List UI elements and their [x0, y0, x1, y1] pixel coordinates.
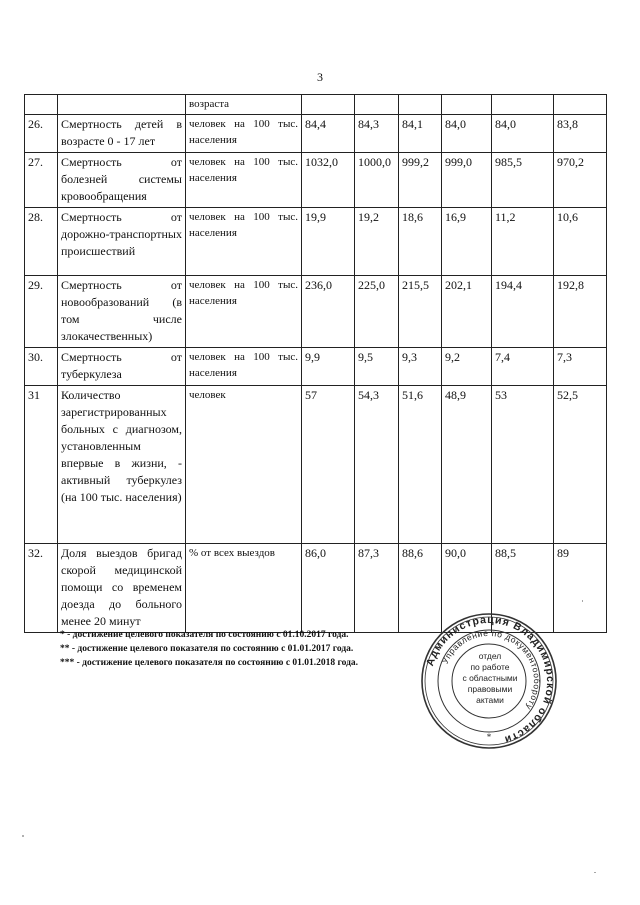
cell-value: 88,6 — [399, 544, 442, 633]
table-row-continued — [25, 95, 607, 115]
cell-value: 87,3 — [355, 544, 399, 633]
cell-value: 215,5 — [399, 276, 442, 348]
cell-indicator: Доля выездов бригад скорой медицинской помощи со временем доезда до больного менее 20 минут — [58, 544, 186, 633]
seal-star: * — [486, 732, 492, 742]
cell-unit: человек — [186, 386, 302, 544]
cell-unit: возраста — [186, 95, 302, 115]
cell-num: 26. — [25, 115, 58, 153]
cell-unit: % от всех выездов — [186, 544, 302, 633]
cell-value: 970,2 — [554, 153, 607, 208]
cell-value: 57 — [302, 386, 355, 544]
cell-value: 1032,0 — [302, 153, 355, 208]
cell-num: 27. — [25, 153, 58, 208]
cell-value: 89 — [554, 544, 607, 633]
cell-value: 84,0 — [492, 115, 554, 153]
page-number: 3 — [317, 70, 323, 84]
cell-unit: человек на 100 тыс. населения — [186, 153, 302, 208]
cell-value: 9,3 — [399, 348, 442, 386]
cell-indicator: Смертность от туберкулеза — [58, 348, 186, 386]
cell-value: 9,2 — [442, 348, 492, 386]
cell-value: 83,8 — [554, 115, 607, 153]
cell-value: 86,0 — [302, 544, 355, 633]
indicators-table — [24, 94, 607, 633]
scan-speck — [582, 600, 583, 602]
cell-indicator: Смертность от дорожно-транспортных происшествий — [58, 208, 186, 276]
cell-value: 54,3 — [355, 386, 399, 544]
cell-indicator — [58, 95, 186, 115]
footnote: * - достижение целевого показателя по состоянию с 01.10.2017 года. — [60, 630, 349, 640]
cell-num: 28. — [25, 208, 58, 276]
cell-num — [25, 95, 58, 115]
cell-value: 88,5 — [492, 544, 554, 633]
cell-value: 84,4 — [302, 115, 355, 153]
cell-value: 19,9 — [302, 208, 355, 276]
cell-value: 225,0 — [355, 276, 399, 348]
table-row — [25, 115, 607, 153]
cell-num: 30. — [25, 348, 58, 386]
cell-num: 32. — [25, 544, 58, 633]
cell-value: 999,2 — [399, 153, 442, 208]
cell-value: 236,0 — [302, 276, 355, 348]
cell-unit: человек на 100 тыс. населения — [186, 348, 302, 386]
cell-unit: человек на 100 тыс. населения — [186, 276, 302, 348]
table-row — [25, 208, 607, 276]
cell-unit: человек на 100 тыс. населения — [186, 115, 302, 153]
cell-value: 1000,0 — [355, 153, 399, 208]
scan-speck — [594, 872, 596, 873]
cell-value: 90,0 — [442, 544, 492, 633]
cell-value: 999,0 — [442, 153, 492, 208]
cell-value: 53 — [492, 386, 554, 544]
cell-value: 192,8 — [554, 276, 607, 348]
footnotes — [60, 628, 420, 670]
cell-value: 194,4 — [492, 276, 554, 348]
cell-value: 52,5 — [554, 386, 607, 544]
cell-value: 84,3 — [355, 115, 399, 153]
scan-speck — [22, 835, 24, 837]
footnote: *** - достижение целевого показателя по состоянию с 01.01.2018 года. — [60, 658, 359, 668]
cell-value: 9,5 — [355, 348, 399, 386]
table-row — [25, 386, 607, 544]
cell-value: 10,6 — [554, 208, 607, 276]
cell-value: 9,9 — [302, 348, 355, 386]
cell-value: 19,2 — [355, 208, 399, 276]
cell-indicator: Количество зарегистрированных больных с диагнозом, установленным впервые в жизни, - активный туберкулез (на 100 тыс. населения) — [58, 386, 186, 544]
table-row — [25, 276, 607, 348]
cell-value: 51,6 — [399, 386, 442, 544]
cell-value: 11,2 — [492, 208, 554, 276]
seal-center-text: отдел по работе с областными правовыми актами — [462, 651, 518, 705]
cell-value: 16,9 — [442, 208, 492, 276]
cell-value: 84,1 — [399, 115, 442, 153]
seal-inner-text: Управление по документообороту — [439, 627, 543, 713]
cell-value: 202,1 — [442, 276, 492, 348]
table-row — [25, 153, 607, 208]
cell-indicator: Смертность от новообразований (в том числе злокачественных) — [58, 276, 186, 348]
cell-value: 7,3 — [554, 348, 607, 386]
cell-num: 31 — [25, 386, 58, 544]
cell-value: 84,0 — [442, 115, 492, 153]
cell-value: 985,5 — [492, 153, 554, 208]
cell-indicator: Смертность детей в возрасте 0 - 17 лет — [58, 115, 186, 153]
cell-unit: человек на 100 тыс. населения — [186, 208, 302, 276]
footnote: ** - достижение целевого показателя по состоянию с 01.01.2017 года. — [60, 644, 354, 654]
seal-outer-text: Администрация Владимирской области — [424, 613, 557, 746]
cell-num: 29. — [25, 276, 58, 348]
cell-value: 48,9 — [442, 386, 492, 544]
cell-indicator: Смертность от болезней системы кровообращения — [58, 153, 186, 208]
cell-value: 18,6 — [399, 208, 442, 276]
cell-value: 7,4 — [492, 348, 554, 386]
table-row — [25, 348, 607, 386]
